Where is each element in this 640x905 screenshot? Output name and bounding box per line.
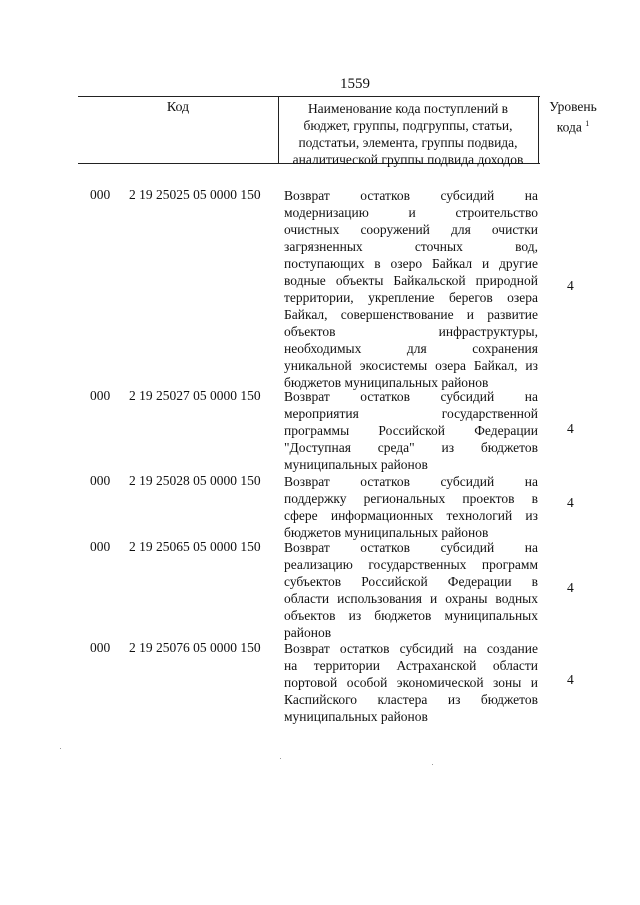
income-name-line: очистных сооружений для очистки xyxy=(284,222,538,237)
admin-code: 000 xyxy=(90,539,111,554)
income-name-line: районов xyxy=(284,625,332,640)
income-name-line: муниципальных районов xyxy=(284,709,428,724)
income-name xyxy=(284,187,538,391)
code-level: 4 xyxy=(567,580,574,595)
income-name-line: бюджетов муниципальных районов xyxy=(284,525,489,540)
admin-code: 000 xyxy=(90,473,111,488)
page-number: 1559 xyxy=(340,76,370,92)
income-name-line: объектов из бюджетов муниципальных xyxy=(284,608,538,623)
income-name-line: модернизацию и строительство xyxy=(284,205,538,220)
income-name-line: Байкал, совершенствование и развитие xyxy=(284,307,538,322)
header-level-word: кода xyxy=(556,119,582,135)
income-name-line: муниципальных районов xyxy=(284,457,428,472)
header-level-line xyxy=(538,115,608,136)
admin-code: 000 xyxy=(90,640,111,655)
income-code: 2 19 25028 05 0000 150 xyxy=(129,473,261,488)
income-name-line: Возврат остатков субсидий на xyxy=(284,474,538,489)
income-name-line: Возврат остатков субсидий на xyxy=(284,540,538,555)
income-name-line: реализацию государственных программ xyxy=(284,557,538,572)
income-code: 2 19 25027 05 0000 150 xyxy=(129,388,261,403)
income-name xyxy=(284,539,538,641)
admin-code: 000 xyxy=(90,187,111,202)
income-name-line: объектов инфраструктуры, xyxy=(284,324,538,339)
income-code: 2 19 25025 05 0000 150 xyxy=(129,187,261,202)
income-name-line: программы Российской Федерации xyxy=(284,423,538,438)
income-name-line: водные объекты Байкальской природной xyxy=(284,273,538,288)
income-name-line: сфере информационных технологий из xyxy=(284,508,538,523)
code-level: 4 xyxy=(567,495,574,510)
income-name-line: Возврат остатков субсидий на создание xyxy=(284,641,538,656)
income-name xyxy=(284,388,538,473)
header-name-line: аналитической группы подвида доходов xyxy=(292,152,524,167)
admin-code: 000 xyxy=(90,388,111,403)
income-name-line: субъектов Российской Федерации в xyxy=(284,574,538,589)
income-name-line: Возврат остатков субсидий на xyxy=(284,188,538,203)
income-name-line: портовой особой экономической зоны и xyxy=(284,675,538,690)
header-level-label xyxy=(538,98,608,136)
header-name-line: Наименование кода поступлений в xyxy=(307,101,509,116)
income-name-line: поддержку региональных проектов в xyxy=(284,491,538,506)
income-name-line: территории, укрепление берегов озера xyxy=(284,290,538,305)
income-name-line: мероприятия государственной xyxy=(284,406,538,421)
scan-speck xyxy=(280,758,281,759)
header-name-label xyxy=(278,100,538,168)
table-header xyxy=(78,96,540,167)
income-name-line: Возврат остатков субсидий на xyxy=(284,389,538,404)
header-level-line: Уровень xyxy=(549,99,597,114)
header-name-line: бюджет, группы, подгруппы, статьи, xyxy=(303,118,513,133)
income-name-line: загрязненных сточных вод, xyxy=(284,239,538,254)
income-name-line: поступающих в озеро Байкал и другие xyxy=(284,256,538,271)
income-name-line: бюджетов муниципальных районов xyxy=(284,375,489,390)
code-level: 4 xyxy=(567,421,574,436)
income-code: 2 19 25065 05 0000 150 xyxy=(129,539,261,554)
code-level: 4 xyxy=(567,672,574,687)
income-name xyxy=(284,473,538,541)
scan-speck xyxy=(60,748,61,749)
income-code: 2 19 25076 05 0000 150 xyxy=(129,640,261,655)
header-code-label: Код xyxy=(166,100,190,115)
income-name xyxy=(284,640,538,725)
scan-speck xyxy=(432,764,433,765)
header-name-line: подстатьи, элемента, группы подвида, xyxy=(298,135,518,150)
code-level: 4 xyxy=(567,278,574,293)
footnote-marker: 1 xyxy=(585,119,590,128)
income-name-line: уникальной экосистемы озера Байкал, из xyxy=(284,358,538,373)
income-name-line: Каспийского кластера из бюджетов xyxy=(284,692,538,707)
income-name-line: необходимых для сохранения xyxy=(284,341,538,356)
income-name-line: "Доступная среда" из бюджетов xyxy=(284,440,538,455)
income-name-line: области использования и охраны водных xyxy=(284,591,538,606)
income-name-line: на территории Астраханской области xyxy=(284,658,538,673)
